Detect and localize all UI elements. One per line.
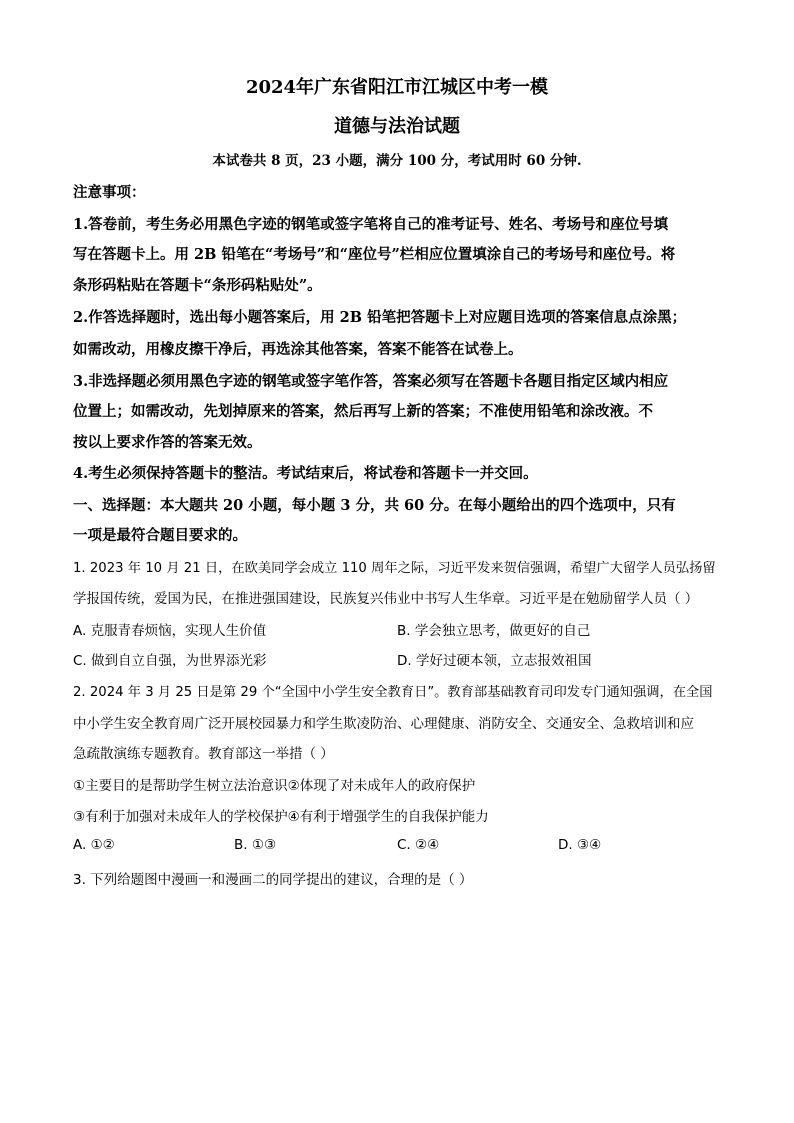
notice-line: 写在答题卡上。用 2B 铅笔在“考场号”和“座位号”栏相应位置填涂自己的考场号和座位号。将 (73, 246, 676, 263)
question-line: 学报国传统，爱国为民，在推进强国建设，民族复兴伟业中书写人生华章。习近平是在勉励留学人员（ ） (73, 591, 699, 607)
section-line: 一项是最符合题目要求的。 (73, 527, 247, 544)
notice-heading: 注意事项： (73, 184, 146, 201)
question-line: 3. 下列给题图中漫画一和漫画二的同学提出的建议，合理的是（ ） (73, 872, 473, 888)
option-b: B. ①③ (234, 837, 277, 853)
question-line: 中小学生安全教育周广泛开展校园暴力和学生欺凌防治、心理健康、消防安全、交通安全、急救培训和应 (73, 716, 694, 732)
option-a: A. ①② (73, 837, 115, 853)
notice-line: 按以上要求作答的答案无效。 (73, 434, 262, 451)
question-line: 急疏散演练专题教育。教育部这一举措（ ） (73, 746, 334, 762)
statement-line: ①主要目的是帮助学生树立法治意识②体现了对未成年人的政府保护 (73, 778, 476, 794)
exam-title: 2024年广东省阳江市江城区中考一模 (245, 77, 549, 98)
question-line: 1. 2023 年 10 月 21 日，在欧美同学会成立 110 周年之际，习近平发来贺信强调，希望广大留学人员弘扬留 (73, 561, 716, 576)
option-d: D. ③④ (558, 837, 602, 853)
notice-line: 条形码粘贴在答题卡“条形码粘贴处”。 (73, 277, 322, 294)
notice-line: 4.考生必须保持答题卡的整洁。考试结束后，将试卷和答题卡一并交回。 (73, 465, 538, 482)
exam-subtitle: 道德与法治试题 (334, 116, 460, 137)
option-c: C. 做到自立自强，为世界添光彩 (73, 653, 267, 669)
option-c: C. ②④ (397, 837, 440, 853)
notice-line: 3.非选择题必须用黑色字迹的钢笔或签字笔作答，答案必须写在答题卡各题目指定区域内相应 (73, 373, 669, 390)
notice-line: 1.答卷前，考生务必用黑色字迹的钢笔或签字笔将自己的准考证号、姓名、考场号和座位号填 (73, 216, 669, 233)
option-d: D. 学好过硬本领，立志报效祖国 (397, 653, 592, 669)
exam-meta: 本试卷共 8 页，23 小题，满分 100 分，考试用时 60 分钟. (212, 153, 582, 169)
notice-line: 2.作答选择题时，选出每小题答案后，用 2B 铅笔把答题卡上对应题目选项的答案信息点涂黑； (73, 309, 687, 326)
section-line: 一、选择题：本大题共 20 小题，每小题 3 分，共 60 分。在每小题给出的四个选项中，只有 (73, 497, 676, 514)
notice-line: 位置上；如需改动，先划掉原来的答案，然后再写上新的答案；不准使用铅笔和涂改液。不 (73, 403, 653, 420)
option-a: A. 克服青春烦恼，实现人生价值 (73, 623, 267, 639)
option-b: B. 学会独立思考，做更好的自己 (397, 623, 591, 639)
question-line: 2. 2024 年 3 月 25 日是第 29 个“全国中小学生安全教育日”。教育部基础教育司印发专门通知强调，在全国 (73, 685, 713, 700)
notice-line: 如需改动，用橡皮擦干净后，再选涂其他答案，答案不能答在试卷上。 (73, 341, 523, 358)
statement-line: ③有利于加强对未成年人的学校保护④有利于增强学生的自我保护能力 (73, 809, 489, 825)
